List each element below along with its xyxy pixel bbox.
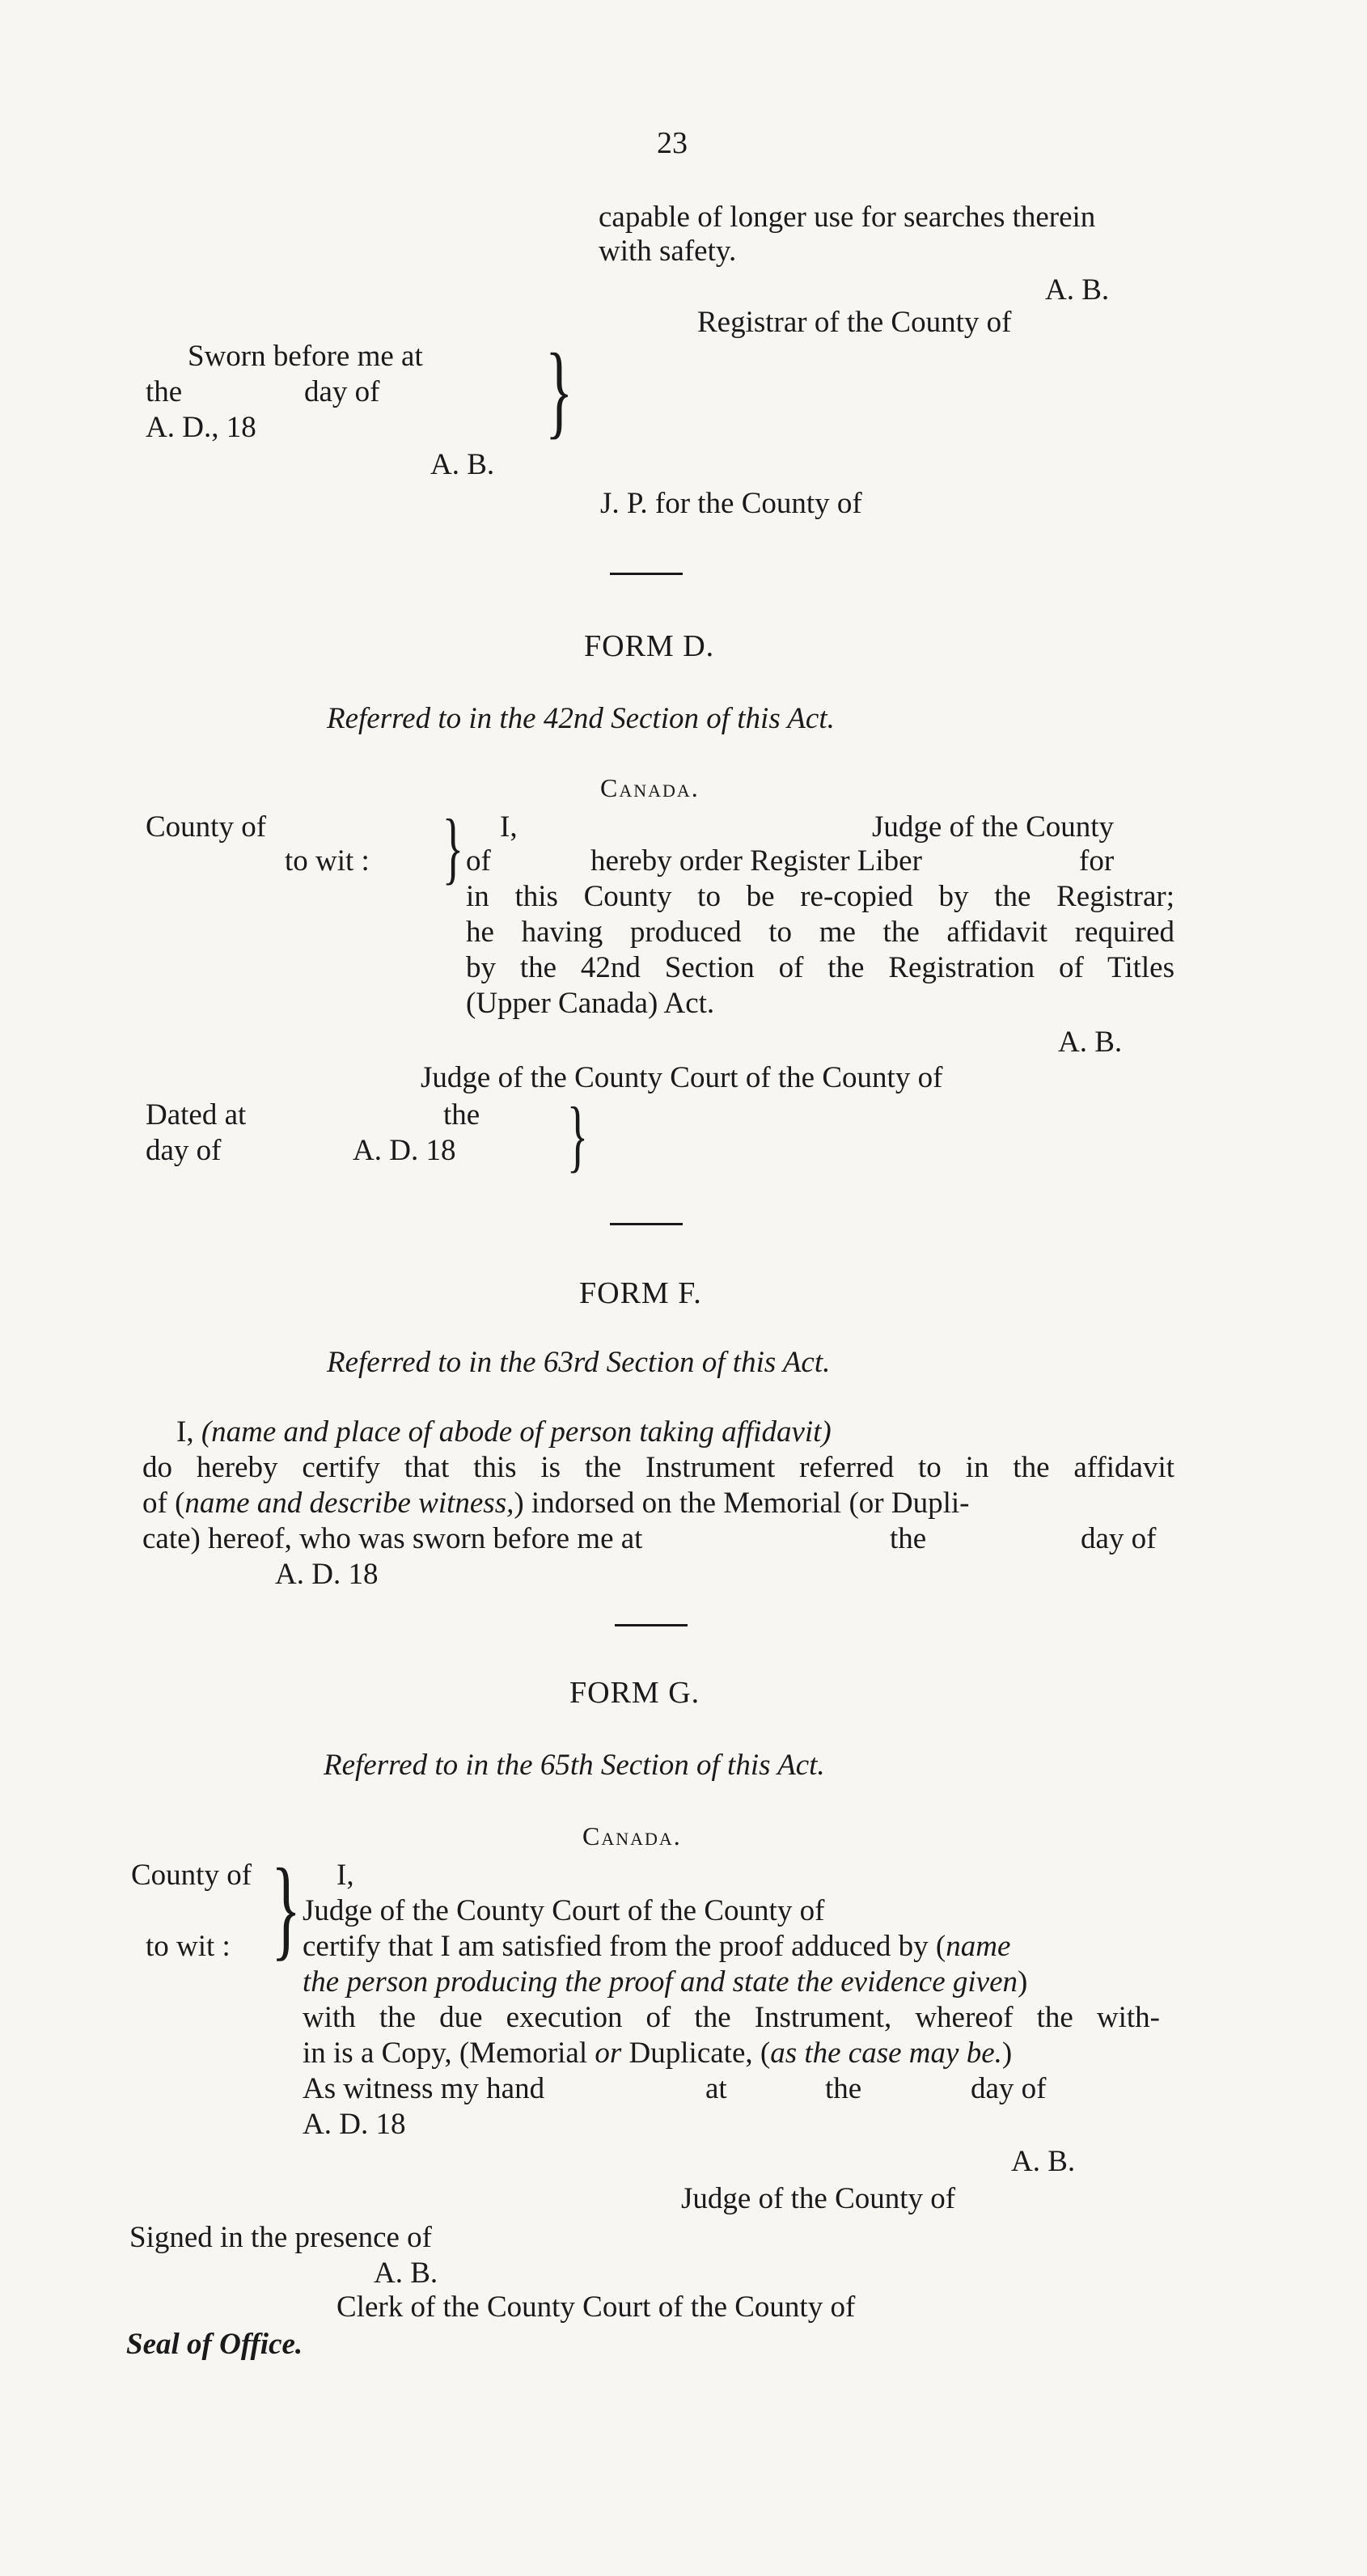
- form-g-line-6e: ): [1001, 2037, 1013, 2070]
- form-d-judge: Judge of the County Court of the County of: [421, 1061, 943, 1094]
- form-g-reference: Referred to in the 65th Section of this Act.: [324, 1749, 825, 1782]
- jp-title: J. P. for the County of: [600, 487, 862, 520]
- form-g-line-7d: day of: [971, 2072, 1047, 2105]
- form-g-line-4: [303, 1967, 1027, 1997]
- form-f-line-3c: ) indorsed on the Memorial (or Dupli-: [514, 1487, 970, 1520]
- sworn-brace: }: [545, 332, 573, 449]
- form-d-to-wit: to wit :: [285, 844, 370, 878]
- form-g-line-3a: certify that I am satisfied from the proof adduced by (: [303, 1930, 946, 1963]
- form-f-line-1a: I,: [176, 1415, 201, 1449]
- form-d-dated-brace: }: [566, 1090, 589, 1180]
- form-d-the: the: [443, 1098, 480, 1131]
- form-f-line-1b: (name and place of abode of person taking affidavit): [201, 1415, 832, 1449]
- form-d-brace: }: [442, 802, 464, 892]
- form-g-county-of: County of: [131, 1859, 252, 1892]
- sworn-line-2b: day of: [304, 375, 380, 408]
- form-g-signed: Signed in the presence of: [129, 2221, 432, 2254]
- form-g-line-3: [303, 1931, 1010, 1961]
- form-g-line-7b: at: [705, 2072, 727, 2105]
- form-g-clerk-initials: A. B.: [374, 2257, 438, 2290]
- form-d-line-5: by the 42nd Section of the Registration of Titles: [466, 951, 1174, 984]
- form-g-place: Canada.: [582, 1821, 682, 1851]
- form-d-line-4: he having produced to me the affidavit required: [466, 916, 1174, 949]
- form-d-line-2b: hereby order Register Liber: [590, 844, 922, 878]
- form-g-brace: }: [271, 1846, 302, 1971]
- registrar-title: Registrar of the County of: [697, 306, 1012, 339]
- form-g-line-8: A. D. 18: [303, 2108, 406, 2141]
- form-f-line-4b: the: [890, 1522, 927, 1555]
- form-f-line-4a: cate) hereof, who was sworn before me at: [142, 1522, 643, 1555]
- form-g-judge: Judge of the County of: [681, 2182, 956, 2215]
- form-f-title: FORM F.: [579, 1276, 702, 1310]
- seal-of-office: Seal of Office.: [126, 2328, 303, 2361]
- form-d-line-1a: I,: [500, 810, 518, 844]
- form-f-line-3b: name and describe witness,: [184, 1487, 514, 1520]
- page-number: 23: [657, 126, 688, 160]
- sworn-line-3: A. D., 18: [146, 411, 256, 444]
- form-d-line-2c: for: [1079, 844, 1115, 878]
- form-d-title: FORM D.: [584, 629, 715, 663]
- form-g-initials: A. B.: [1011, 2145, 1076, 2178]
- form-d-dated-at: Dated at: [146, 1098, 247, 1131]
- form-g-line-7c: the: [825, 2072, 862, 2105]
- form-d-county-of: County of: [146, 810, 267, 844]
- form-f-line-3: [142, 1488, 969, 1518]
- form-d-initials: A. B.: [1058, 1026, 1123, 1059]
- sworn-line-2a: the: [146, 375, 183, 408]
- form-g-line-1: I,: [336, 1859, 354, 1892]
- form-g-line-4b: ): [1018, 1965, 1028, 1999]
- opening-line-1: capable of longer use for searches therein: [599, 201, 1096, 234]
- form-f-line-3a: of (: [142, 1487, 185, 1520]
- form-g-line-4a: the person producing the proof and state the evidence given: [303, 1965, 1018, 1999]
- form-g-line-6c: Duplicate, (: [621, 2037, 771, 2070]
- divider-1: [610, 573, 683, 575]
- form-f-line-2: do hereby certify that this is the Instrument referred to in the affidavit: [142, 1451, 1174, 1484]
- form-d-line-2a: of: [466, 844, 491, 878]
- form-g-to-wit: to wit :: [146, 1930, 231, 1963]
- form-d-place: Canada.: [600, 773, 700, 802]
- form-d-reference: Referred to in the 42nd Section of this Act.: [327, 702, 835, 735]
- form-g-line-6: [303, 2038, 1012, 2068]
- form-d-ad: A. D. 18: [353, 1134, 456, 1167]
- sworn-initials: A. B.: [430, 448, 495, 481]
- form-f-line-4c: day of: [1081, 1522, 1157, 1555]
- form-g-line-6b: or: [595, 2037, 622, 2070]
- form-g-line-7a: As witness my hand: [303, 2072, 545, 2105]
- form-g-line-6d: as the case may be.: [770, 2037, 1002, 2070]
- form-g-line-5: with the due execution of the Instrument, whereof the with-: [303, 2001, 1160, 2034]
- form-d-line-1b: Judge of the County: [872, 810, 1115, 844]
- form-d-line-3: in this County to be re-copied by the Registrar;: [466, 880, 1174, 913]
- sworn-line-1: Sworn before me at: [188, 340, 423, 373]
- opening-line-2: with safety.: [599, 235, 737, 268]
- form-g-title: FORM G.: [569, 1676, 700, 1710]
- form-f-line-5: A. D. 18: [275, 1558, 379, 1591]
- divider-3: [615, 1624, 688, 1626]
- form-g-clerk: Clerk of the County Court of the County of: [336, 2290, 856, 2324]
- form-f-line-1: [176, 1417, 832, 1447]
- divider-2: [610, 1223, 683, 1225]
- form-g-line-2: Judge of the County Court of the County of: [303, 1894, 825, 1927]
- form-d-line-6: (Upper Canada) Act.: [466, 987, 715, 1020]
- form-d-day-of: day of: [146, 1134, 222, 1167]
- form-g-line-3b: name: [946, 1930, 1011, 1963]
- registrar-initials: A. B.: [1045, 273, 1110, 307]
- form-g-line-6a: in is a Copy, (Memorial: [303, 2037, 595, 2070]
- form-f-reference: Referred to in the 63rd Section of this Act.: [327, 1346, 831, 1379]
